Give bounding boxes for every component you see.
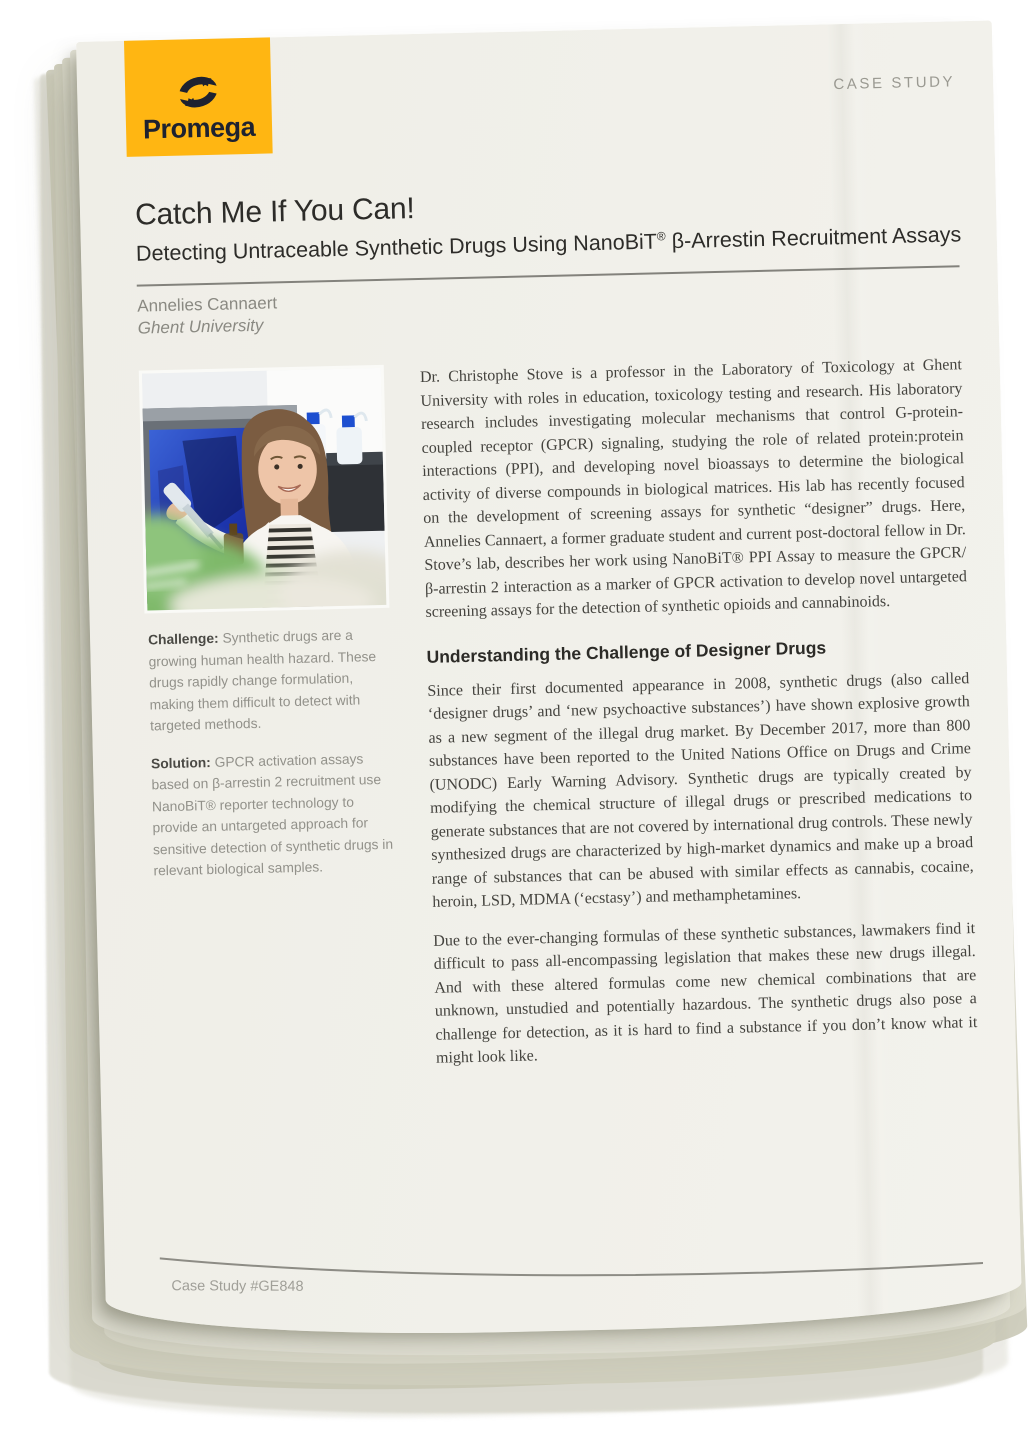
header-divider xyxy=(137,265,960,286)
body-paragraph: Since their first documented appearance in 2008, synthetic drugs (also called ‘designer drugs’ and ‘new psychoactive substances’) have shown explosive growth as a new segment of the illegal drug market. By December 2017, more than 800 substances have been reported to the United Nations Office on Drugs and Crime (UNODC) Early Warning Advisory. Synthetic drugs are typically created by modifying the chemical structure of illegal drugs or prescribed medications to generate substances that are not covered by international drug controls. These newly synthesized drugs are characterized by high-market dynamics and make up a broad range of substances that can be abused with similar effects as cannabis, cocaine, heroin, LSD, MDMA (‘ecstasy’) and methamphetamines. xyxy=(427,669,974,911)
solution-summary xyxy=(151,747,396,882)
doc-type-label: CASE STUDY xyxy=(833,73,956,94)
solution-text: GPCR activation assays based on β-arrestin 2 recruitment use NanoBiT® reporter technology to provide an untargeted approach for sensitive detection of synthetic drugs in relevant biological samples. xyxy=(151,750,394,879)
intro-paragraph: Dr. Christophe Stove is a professor in the Laboratory of Toxicology at Ghent University with roles in education, toxicology testing and research. His laboratory research includes investigating molecular mechanisms that control G-protein-coupled receptor (GPCR) signaling, studying the role of related protein:protein interactions (PPI), and developing novel bioassays to determine the biological activity of diverse compounds in biological matrices. His lab has recently focused on the development of screening assays for synthetic “designer” drugs. Here, Annelies Cannaert, a former graduate student and current post-doctoral fellow in Dr. Stove’s lab, describes her work using NanoBiT® PPI Assay to measure the GPCR/β-arrestin 2 interaction as a marker of GPCR activation to develop novel untargeted screening assays for the detection of synthetic opioids and cannabinoids. xyxy=(419,356,968,621)
registered-mark: ® xyxy=(656,229,666,244)
body-paragraph: Due to the ever-changing formulas of these synthetic substances, lawmakers find it difficult to pass all-encompassing legislation that makes these new drugs illegal. And with these altered formulas come new chemical combinations that are unknown, unstudied and potentially hazardous. The synthetic drugs also pose a challenge for detection, as it is hard to find a substance if you don’t know what it might look like. xyxy=(433,919,978,1067)
sidebar-column xyxy=(139,365,401,1092)
case-study-page xyxy=(76,20,1022,1341)
promega-logo xyxy=(124,37,273,156)
lab-photo-illustration xyxy=(142,368,387,611)
challenge-label: Challenge: xyxy=(147,630,219,648)
section-heading: Understanding the Challenge of Designer Drugs xyxy=(426,636,827,667)
subtitle-text: Detecting Untraceable Synthetic Drugs Using NanoBiT xyxy=(135,229,658,266)
author-affiliation: Ghent University xyxy=(137,315,264,338)
brand-name: Promega xyxy=(142,111,256,145)
main-column xyxy=(420,353,979,1085)
challenge-text: Synthetic drugs are a growing human health hazard. These drugs rapidly change formulation, making them difficult to detect with targeted methods. xyxy=(148,627,377,734)
subtitle-text: β-Arrestin Recruitment Assays xyxy=(665,222,962,254)
body-columns xyxy=(139,351,979,1092)
author-name: Annelies Cannaert xyxy=(137,293,278,316)
promega-swirl-icon xyxy=(175,73,222,112)
lab-researcher-photo xyxy=(139,365,390,614)
solution-label: Solution: xyxy=(150,754,211,771)
doc-number: Case Study #GE848 xyxy=(171,1278,304,1295)
challenge-summary xyxy=(148,624,392,737)
page-title: Catch Me If You Can! xyxy=(134,192,415,232)
